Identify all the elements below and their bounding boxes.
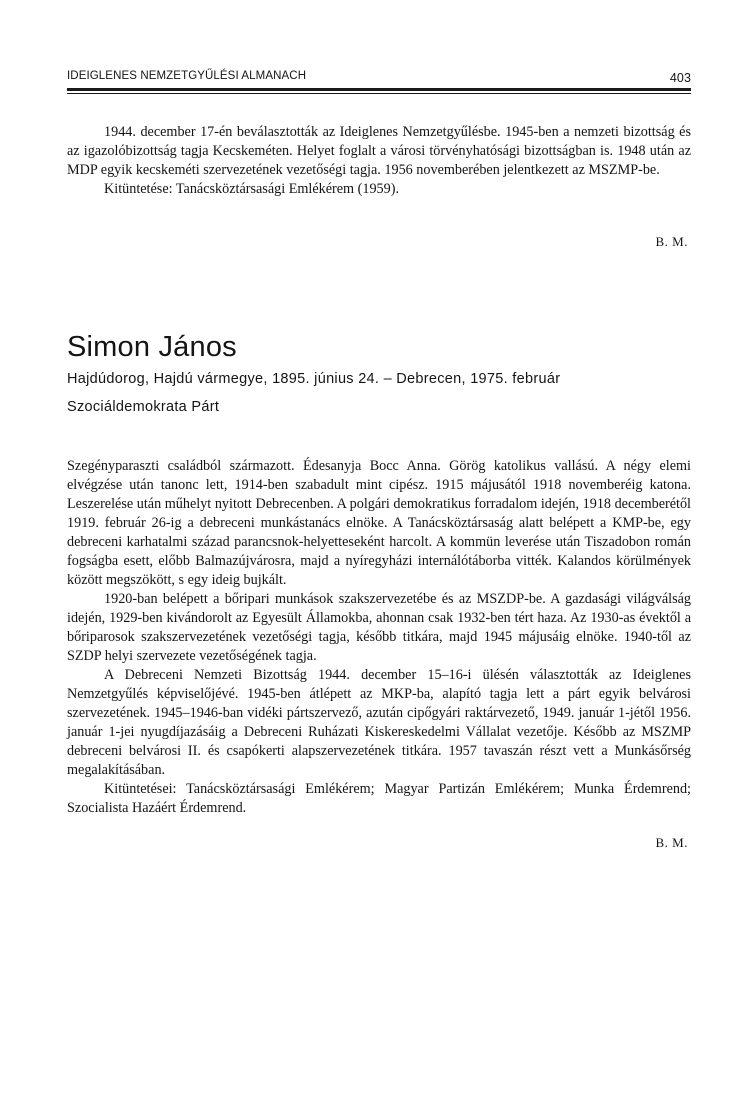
previous-entry-paragraph: Kitüntetése: Tanácsköztársasági Emlékérem (1959). <box>104 181 399 197</box>
entry-party: Szociáldemokrata Párt <box>67 399 220 415</box>
header-rule-thick <box>67 88 691 91</box>
previous-entry-paragraph: 1944. december 17-én beválasztották az Ideiglenes Nemzetgyűlésbe. 1945-ben a nemzeti bizottság és az igazolóbizottság tagja Kecskeméten. Helyet foglalt a városi törvényhatósági bizottságban is. 1948 után az MDP egyik kecskeméti szervezetének vezetőségi tagja. 1956 novemberében jelentkezett az MSZMP-be. <box>67 124 691 178</box>
previous-entry-text <box>67 123 691 199</box>
entry-signature: B. M. <box>655 835 688 850</box>
entry-biography <box>67 457 691 818</box>
entry-paragraph: A Debreceni Nemzeti Bizottság 1944. december 15–16-i ülésén választották az Ideiglenes Nemzetgyűlés képviselőjévé. 1945-ben átlépett az MKP-ba, alapító tagja lett a párt egyik belvárosi szervezetének. 1945–1946-ban vidéki pártszervező, azután cipőgyári raktárvezető, 1949. január 1-jétől 1956. január 1-jei nyugdíjazásáig a Debreceni Ruházati Kiskereskedelmi Vállalat vezetője. Később az MSZMP debreceni belvárosi II. és csapókerti alapszervezetének titkára. 1957 tavaszán részt vett a Munkásőrség megalakításában. <box>67 667 691 778</box>
page-number: 403 <box>669 71 691 85</box>
entry-paragraph: Kitüntetései: Tanácsköztársasági Emlékérem; Magyar Partizán Emlékérem; Munka Érdemrend; Szocialista Hazáért Érdemrend. <box>67 781 691 816</box>
entry-birth-death: Hajdúdorog, Hajdú vármegye, 1895. június 24. – Debrecen, 1975. február <box>67 371 561 387</box>
entry-paragraph: 1920-ban belépett a bőripari munkások szakszervezetébe és az MSZDP-be. A gazdasági világválság idején, 1929-ben kivándorolt az Egyesült Államokba, ahonnan csak 1932-ben tért haza. Az 1930-as évektől a bőriparosok szakszervezetének vezetőségi tagja, később titkára, majd 1945 májusáig elnöke. 1940-től az SZDP helyi szervezete vezetőségének tagja. <box>67 591 691 664</box>
previous-entry-signature: B. M. <box>655 234 688 249</box>
entry-name: Simon János <box>67 331 237 363</box>
running-title: IDEIGLENES NEMZETGYŰLÉSI ALMANACH <box>67 70 307 82</box>
entry-paragraph: Szegényparaszti családból származott. Édesanyja Bocc Anna. Görög katolikus vallású. A négy elemi elvégzése után tanonc lett, 1914-ben szabadult mint cipész. 1915 májusától 1918 novemberéig katona. Leszerelése után műhelyt nyitott Debrecenben. A polgári demokratikus forradalom idején, 1918 decemberétől 1919. február 26-ig a debreceni munkástanács elnöke. A Tanácsköztársaság alatt belépett a KMP-be, egy debreceni karhatalmi század parancsnok-helyetteseként harcolt. A kommün leverése után Tiszadobon román fogságba esett, előbb Balmazújvárosra, majd a nyíregyházi internálótáborba vitték. Kalandos körülmények között megszökött, s egy ideig bujkált. <box>67 458 691 588</box>
header-rule-thin <box>67 93 691 94</box>
running-header <box>67 70 691 86</box>
